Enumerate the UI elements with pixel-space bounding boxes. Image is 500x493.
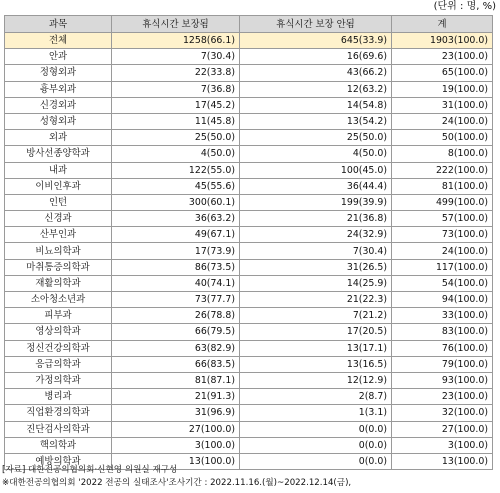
header-rest-guaranteed: 휴식시간 보장됨 xyxy=(112,16,240,33)
rest-not-guaranteed-cell: 36(44.4) xyxy=(240,178,392,194)
table-row xyxy=(5,259,493,275)
table-row xyxy=(5,113,493,129)
rest-not-guaranteed-cell: 13(16.5) xyxy=(240,356,392,372)
total-cell: 117(100.0) xyxy=(392,259,493,275)
rest-guaranteed-cell: 49(67.1) xyxy=(112,227,240,243)
department-cell: 피부과 xyxy=(5,308,112,324)
total-cell: 83(100.0) xyxy=(392,324,493,340)
header-rest-not-guaranteed: 휴식시간 보장 안됨 xyxy=(240,16,392,33)
rest-guaranteed-cell: 13(100.0) xyxy=(112,453,240,469)
rest-guaranteed-cell: 7(30.4) xyxy=(112,49,240,65)
rest-guaranteed-cell: 63(82.9) xyxy=(112,340,240,356)
department-cell: 외과 xyxy=(5,130,112,146)
total-cell: 54(100.0) xyxy=(392,275,493,291)
table-body xyxy=(5,33,493,470)
total-cell: 24(100.0) xyxy=(392,243,493,259)
table-row xyxy=(5,65,493,81)
rest-guaranteed-cell: 26(78.8) xyxy=(112,308,240,324)
total-cell: 222(100.0) xyxy=(392,162,493,178)
rest-not-guaranteed-cell: 17(20.5) xyxy=(240,324,392,340)
rest-guaranteed-cell: 1258(66.1) xyxy=(112,33,240,49)
rest-guaranteed-cell: 17(73.9) xyxy=(112,243,240,259)
rest-time-table xyxy=(4,15,493,470)
total-cell: 19(100.0) xyxy=(392,81,493,97)
table-row xyxy=(5,49,493,65)
total-cell: 76(100.0) xyxy=(392,340,493,356)
total-cell: 57(100.0) xyxy=(392,211,493,227)
rest-guaranteed-cell: 36(63.2) xyxy=(112,211,240,227)
rest-not-guaranteed-cell: 24(32.9) xyxy=(240,227,392,243)
table-row xyxy=(5,227,493,243)
department-cell: 신경과 xyxy=(5,211,112,227)
total-cell: 81(100.0) xyxy=(392,178,493,194)
rest-guaranteed-cell: 4(50.0) xyxy=(112,146,240,162)
rest-guaranteed-cell: 66(79.5) xyxy=(112,324,240,340)
department-cell: 소아청소년과 xyxy=(5,292,112,308)
table-row xyxy=(5,178,493,194)
table-row xyxy=(5,340,493,356)
total-cell: 50(100.0) xyxy=(392,130,493,146)
total-cell: 33(100.0) xyxy=(392,308,493,324)
rest-not-guaranteed-cell: 14(54.8) xyxy=(240,97,392,113)
department-cell: 마취통증의학과 xyxy=(5,259,112,275)
total-cell: 13(100.0) xyxy=(392,453,493,469)
rest-not-guaranteed-cell: 14(25.9) xyxy=(240,275,392,291)
rest-guaranteed-cell: 22(33.8) xyxy=(112,65,240,81)
department-cell: 핵의학과 xyxy=(5,437,112,453)
rest-not-guaranteed-cell: 12(63.2) xyxy=(240,81,392,97)
rest-guaranteed-cell: 122(55.0) xyxy=(112,162,240,178)
rest-not-guaranteed-cell: 100(45.0) xyxy=(240,162,392,178)
total-cell: 1903(100.0) xyxy=(392,33,493,49)
table-row xyxy=(5,421,493,437)
table-row xyxy=(5,33,493,49)
table-row xyxy=(5,97,493,113)
rest-not-guaranteed-cell: 4(50.0) xyxy=(240,146,392,162)
rest-not-guaranteed-cell: 16(69.6) xyxy=(240,49,392,65)
survey-note: ※대한전공의협의회 '2022 전공의 실태조사'조사기간 : 2022.11.16.(월)~2022.12.14(금), xyxy=(2,478,352,488)
rest-not-guaranteed-cell: 0(0.0) xyxy=(240,421,392,437)
total-cell: 79(100.0) xyxy=(392,356,493,372)
total-cell: 32(100.0) xyxy=(392,405,493,421)
table-row xyxy=(5,437,493,453)
rest-not-guaranteed-cell: 645(33.9) xyxy=(240,33,392,49)
department-cell: 정신건강의학과 xyxy=(5,340,112,356)
department-cell: 신경외과 xyxy=(5,97,112,113)
rest-not-guaranteed-cell: 0(0.0) xyxy=(240,453,392,469)
rest-guaranteed-cell: 40(74.1) xyxy=(112,275,240,291)
unit-label: (단위 : 명, %) xyxy=(433,1,496,12)
table-row xyxy=(5,130,493,146)
department-cell: 재활의학과 xyxy=(5,275,112,291)
table-row xyxy=(5,146,493,162)
rest-not-guaranteed-cell: 12(12.9) xyxy=(240,372,392,388)
header-department: 과목 xyxy=(5,16,112,33)
rest-guaranteed-cell: 17(45.2) xyxy=(112,97,240,113)
rest-guaranteed-cell: 45(55.6) xyxy=(112,178,240,194)
table-row xyxy=(5,405,493,421)
total-cell: 93(100.0) xyxy=(392,372,493,388)
rest-guaranteed-cell: 11(45.8) xyxy=(112,113,240,129)
rest-not-guaranteed-cell: 13(17.1) xyxy=(240,340,392,356)
header-total: 계 xyxy=(392,16,493,33)
department-cell: 산부인과 xyxy=(5,227,112,243)
rest-guaranteed-cell: 66(83.5) xyxy=(112,356,240,372)
rest-guaranteed-cell: 21(91.3) xyxy=(112,389,240,405)
total-cell: 31(100.0) xyxy=(392,97,493,113)
table-row xyxy=(5,211,493,227)
total-cell: 27(100.0) xyxy=(392,421,493,437)
rest-guaranteed-cell: 7(36.8) xyxy=(112,81,240,97)
table-row xyxy=(5,372,493,388)
rest-guaranteed-cell: 73(77.7) xyxy=(112,292,240,308)
department-cell: 내과 xyxy=(5,162,112,178)
rest-not-guaranteed-cell: 199(39.9) xyxy=(240,194,392,210)
table-row xyxy=(5,275,493,291)
department-cell: 병리과 xyxy=(5,389,112,405)
table-row xyxy=(5,81,493,97)
department-cell: 인턴 xyxy=(5,194,112,210)
rest-not-guaranteed-cell: 2(8.7) xyxy=(240,389,392,405)
department-cell: 진단검사의학과 xyxy=(5,421,112,437)
rest-guaranteed-cell: 81(87.1) xyxy=(112,372,240,388)
source-note: [자료] 대한전공의협의회·신현영 의원실 재구성 xyxy=(2,465,178,475)
total-cell: 3(100.0) xyxy=(392,437,493,453)
rest-guaranteed-cell: 300(60.1) xyxy=(112,194,240,210)
rest-guaranteed-cell: 27(100.0) xyxy=(112,421,240,437)
rest-not-guaranteed-cell: 43(66.2) xyxy=(240,65,392,81)
department-cell: 응급의학과 xyxy=(5,356,112,372)
rest-not-guaranteed-cell: 7(21.2) xyxy=(240,308,392,324)
department-cell: 예방의학과 xyxy=(5,453,112,469)
total-cell: 8(100.0) xyxy=(392,146,493,162)
table-row xyxy=(5,389,493,405)
department-cell: 정형외과 xyxy=(5,65,112,81)
department-cell: 직업환경의학과 xyxy=(5,405,112,421)
total-cell: 23(100.0) xyxy=(392,49,493,65)
department-cell: 이비인후과 xyxy=(5,178,112,194)
department-cell: 방사선종양학과 xyxy=(5,146,112,162)
rest-not-guaranteed-cell: 25(50.0) xyxy=(240,130,392,146)
rest-not-guaranteed-cell: 31(26.5) xyxy=(240,259,392,275)
table-row xyxy=(5,356,493,372)
rest-guaranteed-cell: 3(100.0) xyxy=(112,437,240,453)
department-cell: 영상의학과 xyxy=(5,324,112,340)
rest-not-guaranteed-cell: 21(36.8) xyxy=(240,211,392,227)
department-cell: 흉부외과 xyxy=(5,81,112,97)
total-cell: 23(100.0) xyxy=(392,389,493,405)
table-row xyxy=(5,324,493,340)
total-cell: 73(100.0) xyxy=(392,227,493,243)
rest-not-guaranteed-cell: 7(30.4) xyxy=(240,243,392,259)
department-cell: 가정의학과 xyxy=(5,372,112,388)
rest-not-guaranteed-cell: 0(0.0) xyxy=(240,437,392,453)
table-row xyxy=(5,162,493,178)
rest-not-guaranteed-cell: 13(54.2) xyxy=(240,113,392,129)
total-cell: 24(100.0) xyxy=(392,113,493,129)
department-cell: 성형외과 xyxy=(5,113,112,129)
rest-guaranteed-cell: 25(50.0) xyxy=(112,130,240,146)
table-header-row xyxy=(5,16,493,33)
table-row xyxy=(5,308,493,324)
table-row xyxy=(5,243,493,259)
footer xyxy=(2,464,351,490)
total-cell: 94(100.0) xyxy=(392,292,493,308)
department-cell: 전체 xyxy=(5,33,112,49)
table-row xyxy=(5,292,493,308)
total-cell: 499(100.0) xyxy=(392,194,493,210)
rest-not-guaranteed-cell: 1(3.1) xyxy=(240,405,392,421)
table-row xyxy=(5,194,493,210)
rest-guaranteed-cell: 86(73.5) xyxy=(112,259,240,275)
department-cell: 비뇨의학과 xyxy=(5,243,112,259)
department-cell: 안과 xyxy=(5,49,112,65)
rest-guaranteed-cell: 31(96.9) xyxy=(112,405,240,421)
rest-not-guaranteed-cell: 21(22.3) xyxy=(240,292,392,308)
total-cell: 65(100.0) xyxy=(392,65,493,81)
